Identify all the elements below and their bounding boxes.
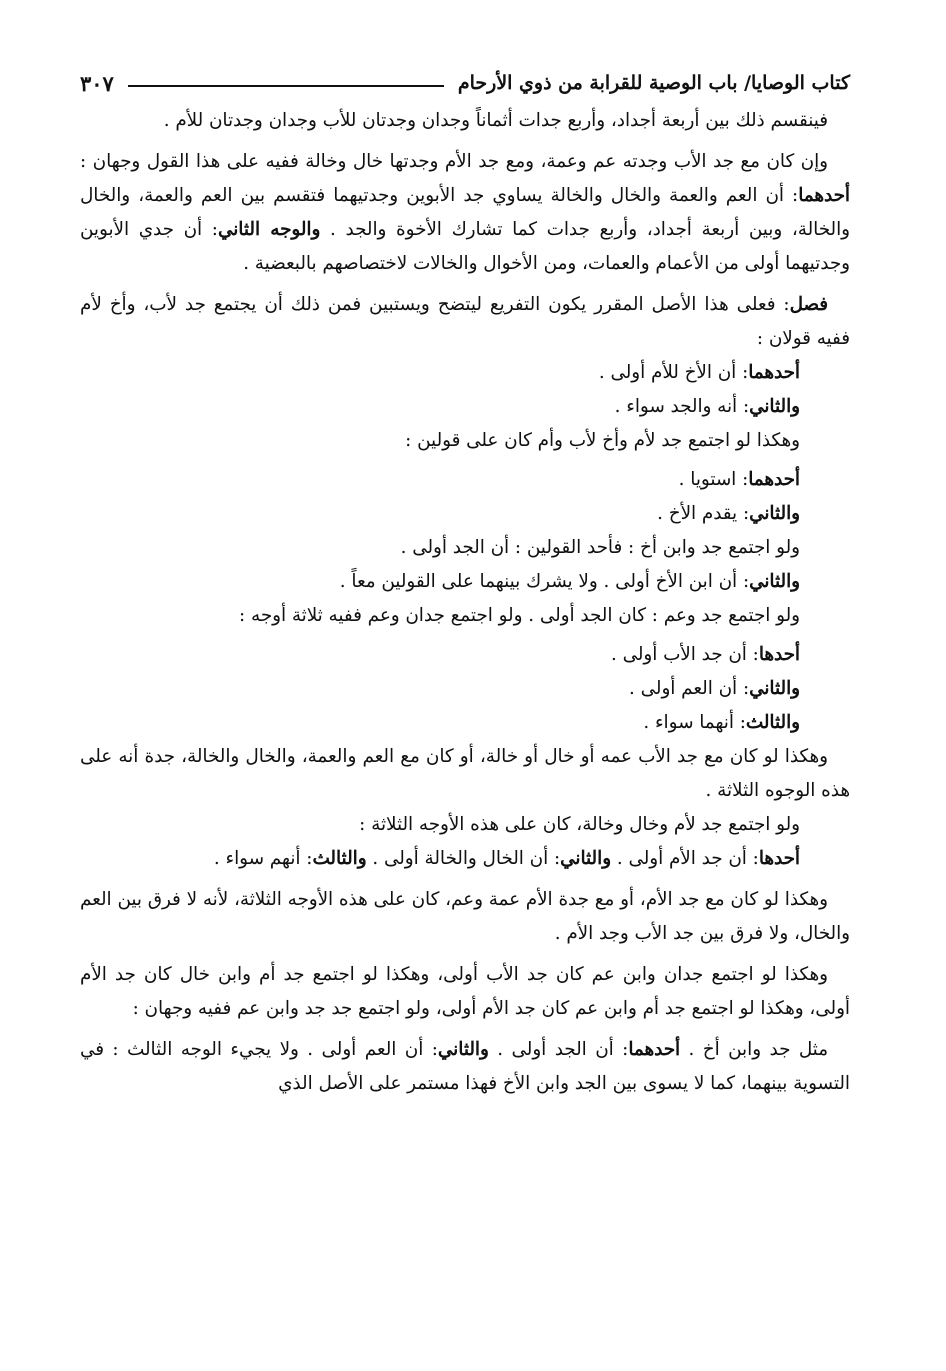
bold-term: أحدهما xyxy=(798,185,850,206)
text-run: وهكذا لو اجتمع جدان وابن عم كان جد الأب أولى، وهكذا لو اجتمع جد أم وابن خال كان جد الأم أولى، وهكذا لو اجتمع جد أم وابن عم كان جد الأم أولى، ولو اجتمع جد جد وابن عم ففيه وجهان : xyxy=(80,964,850,1019)
bold-term: أحدهما xyxy=(748,362,800,383)
bold-term: والوجه الثاني xyxy=(217,219,321,240)
text-run: : يقدم الأخ . xyxy=(657,503,750,524)
running-header xyxy=(80,62,850,104)
paragraph-p13 xyxy=(80,672,850,706)
text-run: : استويا . xyxy=(678,469,749,490)
paragraph-p2 xyxy=(80,145,850,281)
paragraph-p4 xyxy=(80,356,850,390)
text-run: وهكذا لو كان مع جد الأم، أو مع جدة الأم عمة وعم، كان على هذه الأوجه الثلاثة، لأنه لا فرق بين العم والخال، ولا فرق بين جد الأب وجد الأم . xyxy=(80,889,850,944)
book-page xyxy=(80,62,850,1101)
bold-term: والثالث xyxy=(312,848,367,869)
bold-term: والثاني xyxy=(560,848,612,869)
paragraph-p3 xyxy=(80,288,850,356)
text-run: : فعلى هذا الأصل المقرر يكون التفريع ليتضح ويستبين فمن ذلك أن يجتمع جد لأب، وأخ لأم ففيه قولان : xyxy=(80,294,850,349)
text-run: : أن جد الأب أولى . xyxy=(610,644,759,665)
bold-term: أحدها xyxy=(758,848,800,869)
paragraph-p18 xyxy=(80,883,850,951)
page-body-text xyxy=(80,104,850,1101)
text-run: : أن العم أولى . ولا يجيء الوجه الثالث : في التسوية بينهما، كما لا يسوى بين الجد وابن الأخ فهذا مستمر على الأصل الذي xyxy=(80,1039,850,1094)
header-rule xyxy=(128,85,444,87)
text-run: وإن كان مع جد الأب وجدته عم وعمة، ومع جد الأم وجدتها خال وخالة ففيه على هذا القول وجهان : xyxy=(80,151,828,172)
paragraph-p10 xyxy=(80,565,850,599)
paragraph-p7 xyxy=(80,463,850,497)
paragraph-p6 xyxy=(80,424,850,458)
bold-term: والثاني xyxy=(749,396,800,417)
text-run: : أنه والجد سواء . xyxy=(614,396,750,417)
paragraph-p11 xyxy=(80,599,850,633)
text-run: : أن جد الأم أولى . xyxy=(611,848,759,869)
text-run: : أن ابن الأخ أولى . ولا يشرك بينهما على القولين معاً . xyxy=(339,571,750,592)
text-run: مثل جد وابن أخ . xyxy=(680,1039,828,1060)
text-run: : أنهما سواء . xyxy=(643,712,746,733)
bold-term: والثاني xyxy=(749,571,800,592)
paragraph-p1 xyxy=(80,104,850,138)
bold-term: والثاني xyxy=(749,503,800,524)
paragraph-p5 xyxy=(80,390,850,424)
paragraph-p9 xyxy=(80,531,850,565)
text-run: وهكذا لو كان مع جد الأب عمه أو خال أو خالة، أو كان مع العم والعمة، والخال والخالة، جدة أنه على هذه الوجوه الثلاثة . xyxy=(80,746,850,801)
page-number: ٣٠٧ xyxy=(80,70,114,96)
bold-term: أحدهما xyxy=(748,469,800,490)
text-run: ولو اجتمع جد وابن أخ : فأحد القولين : أن الجد أولى . xyxy=(400,537,800,558)
text-run: : أن العم والعمة والخال والخالة يساوي جد الأبوين وجدتيهما فتقسم بين العم والعمة، والخال والخالة، وبين أربعة أجداد، وأربع جدات كما تشارك الأخوة والجد . xyxy=(80,185,850,240)
bold-term: والثالث xyxy=(745,712,800,733)
text-run: : أن جدي الأبوين وجدتيهما أولى من الأعمام والعمات، ومن الأخوال والخالات لاختصاصهم بالبعضية . xyxy=(80,219,850,274)
text-run: : أن العم أولى . xyxy=(629,678,750,699)
text-run: : أن الأخ للأم أولى . xyxy=(598,362,749,383)
bold-term: فصل xyxy=(789,294,828,315)
header-title: كتاب الوصايا/ باب الوصية للقرابة من ذوي الأرحام xyxy=(457,72,850,94)
text-run: : أنهم سواء . xyxy=(213,848,313,869)
text-run: : أن الخال والخالة أولى . xyxy=(366,848,561,869)
bold-term: أحدهما xyxy=(628,1039,681,1060)
bold-term: أحدها xyxy=(758,644,800,665)
bold-term: والثاني xyxy=(749,678,800,699)
bold-term: والثاني xyxy=(437,1039,489,1060)
paragraph-p14 xyxy=(80,706,850,740)
text-run: ولو اجتمع جد وعم : كان الجد أولى . ولو اجتمع جدان وعم ففيه ثلاثة أوجه : xyxy=(239,605,800,626)
text-run: ولو اجتمع جد لأم وخال وخالة، كان على هذه الأوجه الثلاثة : xyxy=(359,814,800,835)
text-run: وهكذا لو اجتمع جد لأم وأخ لأب وأم كان على قولين : xyxy=(405,430,800,451)
paragraph-p12 xyxy=(80,638,850,672)
text-run: : أن الجد أولى . xyxy=(488,1039,629,1060)
paragraph-p8 xyxy=(80,497,850,531)
paragraph-p20 xyxy=(80,1033,850,1101)
paragraph-p16 xyxy=(80,808,850,842)
paragraph-p15 xyxy=(80,740,850,808)
paragraph-p17 xyxy=(80,842,850,876)
paragraph-p19 xyxy=(80,958,850,1026)
text-run: فينقسم ذلك بين أربعة أجداد، وأربع جدات أثماناً وجدان وجدتان للأب وجدان وجدتان للأم . xyxy=(163,110,828,131)
